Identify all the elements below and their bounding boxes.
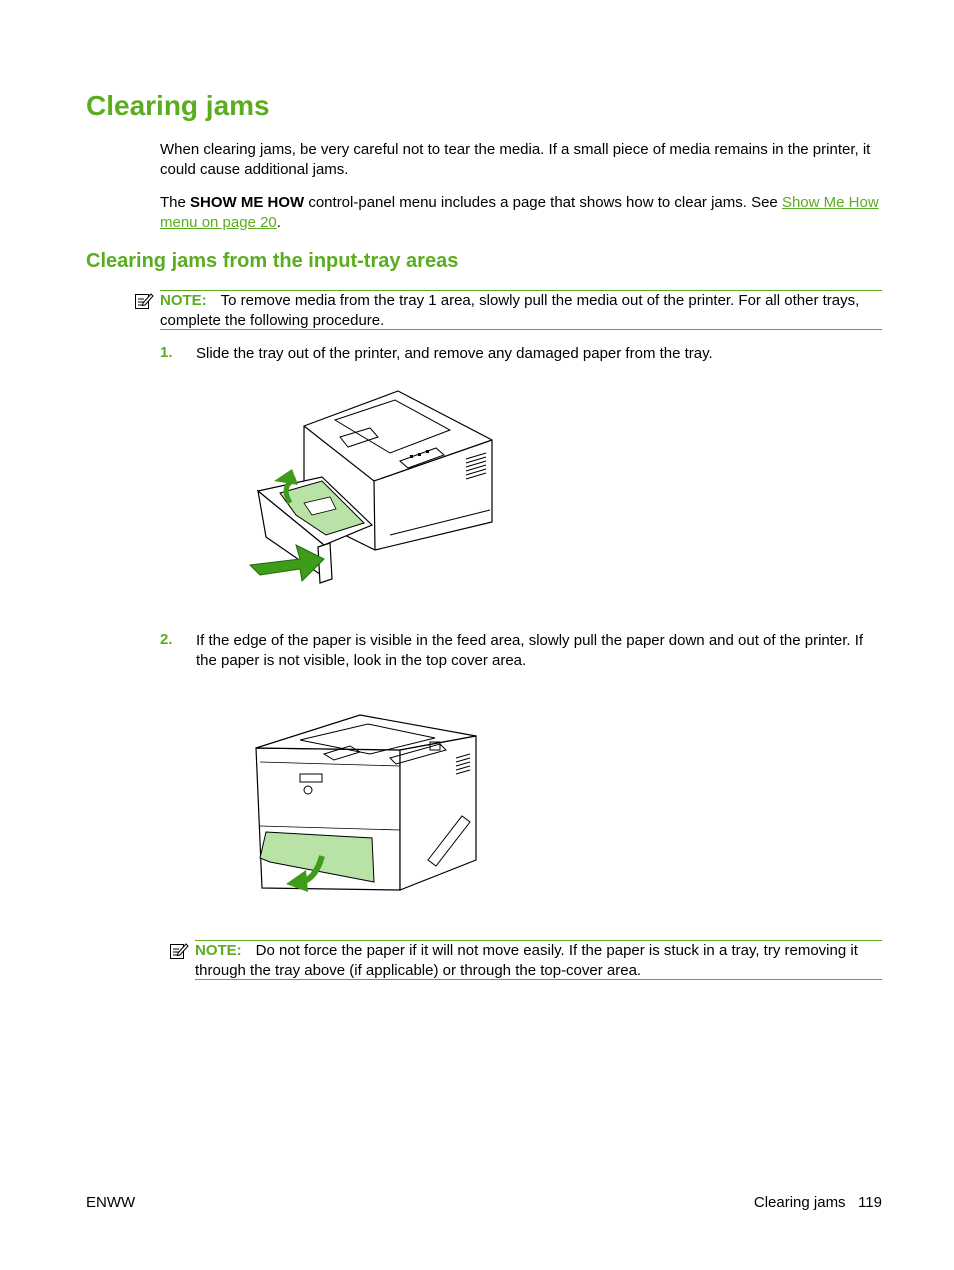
show-me-suffix: . bbox=[276, 213, 281, 231]
step-number: 1. bbox=[160, 344, 173, 361]
show-me-prefix: The bbox=[160, 194, 191, 211]
show-me-how-link[interactable]: Show Me How menu on page 20 bbox=[160, 194, 879, 231]
page-number: 119 bbox=[858, 1194, 882, 1211]
note-icon bbox=[169, 941, 189, 961]
note-label: NOTE: bbox=[160, 292, 207, 309]
note-icon bbox=[134, 291, 154, 311]
note-text: Do not force the paper if it will not move easily. If the paper is stuck in a tray, try removing it through the tray above (if applicable) or through the top-cover area. bbox=[195, 942, 858, 979]
printer-tray-illustration bbox=[240, 385, 510, 600]
section-title: Clearing jams from the input-tray areas bbox=[86, 250, 459, 272]
note-box bbox=[160, 290, 882, 330]
footer-left: ENWW bbox=[86, 1194, 136, 1211]
page-title: Clearing jams bbox=[86, 90, 270, 121]
show-me-paragraph bbox=[160, 193, 882, 232]
note-text: To remove media from the tray 1 area, slowly pull the media out of the printer. For all other trays, complete the following procedure. bbox=[160, 292, 860, 329]
step-text: Slide the tray out of the printer, and remove any damaged paper from the tray. bbox=[196, 345, 713, 362]
note-label: NOTE: bbox=[195, 942, 242, 959]
show-me-bold: SHOW ME HOW bbox=[190, 194, 305, 211]
note-box bbox=[195, 940, 882, 980]
show-me-middle: control-panel menu includes a page that shows how to clear jams. See bbox=[304, 194, 782, 211]
step-number: 2. bbox=[160, 631, 173, 648]
step-text: If the edge of the paper is visible in the feed area, slowly pull the paper down and out of the printer. If the paper is not visible, look in the top cover area. bbox=[196, 632, 864, 669]
intro-paragraph: When clearing jams, be very careful not to tear the media. If a small piece of media remains in the printer, it could cause additional jams. bbox=[160, 141, 871, 178]
printer-feed-illustration bbox=[250, 710, 486, 896]
footer-section: Clearing jams bbox=[753, 1194, 846, 1211]
footer-right bbox=[754, 1194, 882, 1211]
